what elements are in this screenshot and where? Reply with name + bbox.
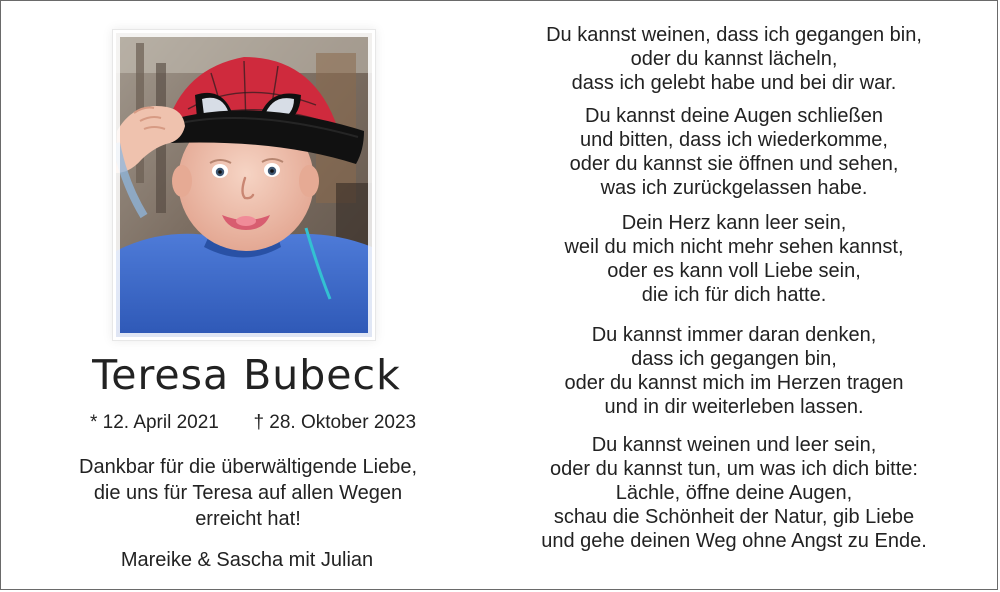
poem-line: die ich für dich hatte.	[641, 284, 827, 306]
poem-line: Du kannst immer daran denken,	[591, 324, 877, 346]
poem-line: Du kannst weinen, dass ich gegangen bin,	[546, 24, 922, 46]
poem-line: was ich zurückgelassen habe.	[600, 177, 868, 199]
poem-line: schau die Schönheit der Natur, gib Liebe	[553, 506, 915, 528]
poem	[499, 23, 969, 562]
poem-line: und bitten, dass ich wiederkomme,	[580, 129, 888, 151]
poem-line: oder du kannst lächeln,	[630, 48, 838, 70]
poem-line: weil du mich nicht mehr sehen kannst,	[564, 236, 904, 258]
poem-stanza-5	[499, 433, 969, 553]
poem-line: dass ich gegangen bin,	[631, 348, 837, 370]
death-date: † 28. Oktober 2023	[253, 412, 417, 433]
poem-stanza-4	[499, 323, 969, 419]
poem-line: oder du kannst tun, um was ich dich bitte:	[550, 458, 918, 480]
poem-stanza-2	[499, 104, 969, 200]
poem-line: Du kannst deine Augen schließen	[585, 105, 883, 127]
family-signature: Mareike & Sascha mit Julian	[120, 549, 374, 571]
poem-line: Dein Herz kann leer sein,	[621, 212, 847, 234]
poem-line: dass ich gelebt habe und bei dir war.	[571, 72, 897, 94]
life-dates	[90, 412, 417, 434]
child-portrait-photo	[112, 29, 376, 341]
deceased-name: Teresa Bubeck	[92, 351, 401, 399]
thanks-message	[23, 454, 473, 532]
poem-line: oder du kannst mich im Herzen tragen	[564, 372, 904, 394]
poem-line: Lächle, öffne deine Augen,	[615, 482, 853, 504]
birth-date: * 12. April 2021	[90, 412, 219, 433]
poem-stanza-1	[499, 23, 969, 95]
poem-line: und in dir weiterleben lassen.	[604, 396, 864, 418]
portrait-image	[116, 33, 372, 337]
poem-line: oder es kann voll Liebe sein,	[607, 260, 861, 282]
poem-line: und gehe deinen Weg ohne Angst zu Ende.	[541, 530, 927, 552]
thanks-line: Dankbar für die überwältigende Liebe,	[79, 456, 417, 478]
poem-stanza-3	[499, 211, 969, 307]
poem-line: oder du kannst sie öffnen und sehen,	[569, 153, 899, 175]
thanks-line: erreicht hat!	[195, 508, 301, 530]
thanks-line: die uns für Teresa auf allen Wegen	[93, 482, 403, 504]
poem-line: Du kannst weinen und leer sein,	[591, 434, 877, 456]
